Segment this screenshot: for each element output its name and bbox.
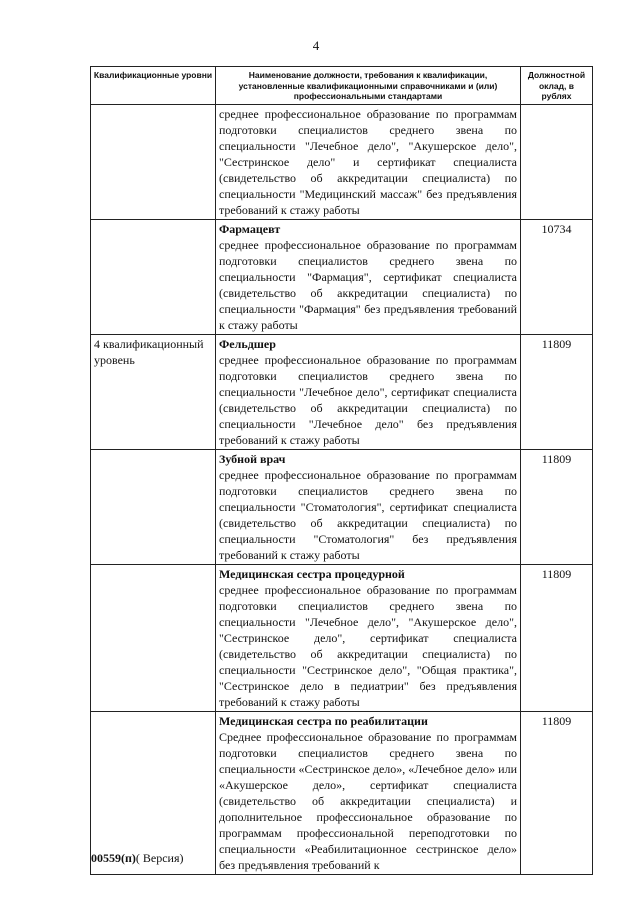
salary-cell: 10734 <box>521 219 593 334</box>
position-cell <box>216 334 521 449</box>
position-cell <box>216 711 521 874</box>
table-row <box>91 104 593 219</box>
level-cell <box>91 564 216 711</box>
table-row <box>91 711 593 874</box>
document-code: 00559(п) <box>91 851 136 865</box>
position-title: Медицинская сестра по реабилитации <box>219 713 428 728</box>
position-title: Фармацевт <box>219 221 281 236</box>
header-levels: Квалификационные уровни <box>91 67 216 105</box>
header-positions: Наименование должности, требования к квалификации, установленные квалификационными справочниками и (или) профессиональными стандартами <box>216 67 521 105</box>
level-cell <box>91 219 216 334</box>
requirements-text: среднее профессиональное образование по программам подготовки специалистов среднего звена по специальности "Стоматология", сертификат специалиста (свидетельство об аккредитации специалиста) по специальности "Стоматология" без предъявления требований к стажу работы <box>219 467 517 562</box>
qualification-table <box>90 66 593 875</box>
table-header-row <box>91 67 593 105</box>
position-cell <box>216 564 521 711</box>
position-cell <box>216 219 521 334</box>
requirements-text: Среднее профессиональное образование по программам подготовки специалистов среднего звена по специальности «Сестринское дело», «Лечебное дело» или «Акушерское дело», сертификат специалиста (свидетельство об аккредитации специалиста) и дополнительное профессиональное образование по программам профессиональной переподготовки по специальности «Реабилитационное сестринское дело» без предъявления требований к <box>219 729 517 872</box>
salary-cell: 11809 <box>521 711 593 874</box>
salary-cell: 11809 <box>521 564 593 711</box>
level-cell <box>91 449 216 564</box>
salary-cell: 11809 <box>521 334 593 449</box>
requirements-text: среднее профессиональное образование по программам подготовки специалистов среднего звена по специальности "Фармация", сертификат специалиста (свидетельство об аккредитации специалиста) по специальности "Фармация" без предъявления требований к стажу работы <box>219 237 517 332</box>
table-row <box>91 564 593 711</box>
requirements-text: среднее профессиональное образование по программам подготовки специалистов среднего звена по специальности "Лечебное дело", "Акушерское дело", "Сестринское дело", сертификат специалиста (свидетельство об аккредитации специалиста) по специальности "Сестринское дело", "Общая практика", "Сестринское дело в педиатрии" без предъявления требований к стажу работы <box>219 582 517 709</box>
position-cell <box>216 449 521 564</box>
position-cell <box>216 104 521 219</box>
version-label: ( Версия) <box>135 851 184 865</box>
table-row <box>91 449 593 564</box>
position-title: Фельдшер <box>219 336 276 351</box>
salary-cell: 11809 <box>521 449 593 564</box>
salary-cell <box>521 104 593 219</box>
table-row <box>91 219 593 334</box>
level-cell <box>91 104 216 219</box>
position-title: Зубной врач <box>219 451 286 466</box>
position-title: Медицинская сестра процедурной <box>219 566 405 581</box>
header-salary: Должностной оклад, в рублях <box>521 67 593 105</box>
level-cell: 4 квалификационный уровень <box>91 334 216 449</box>
page-number: 4 <box>312 38 320 53</box>
document-footer <box>91 851 184 866</box>
level-cell <box>91 711 216 874</box>
requirements-text: среднее профессиональное образование по программам подготовки специалистов среднего звена по специальности "Лечебное дело", "Акушерское дело", "Сестринское дело" и сертификат специалиста (свидетельство об аккредитации специалиста) по специальности "Медицинский массаж" без предъявления требований к стажу работы <box>219 106 517 217</box>
table-row <box>91 334 593 449</box>
requirements-text: среднее профессиональное образование по программам подготовки специалистов среднего звена по специальности "Лечебное дело", сертификат специалиста (свидетельство об аккредитации специалиста) по специальности "Лечебное дело" без предъявления требований к стажу работы <box>219 352 517 447</box>
